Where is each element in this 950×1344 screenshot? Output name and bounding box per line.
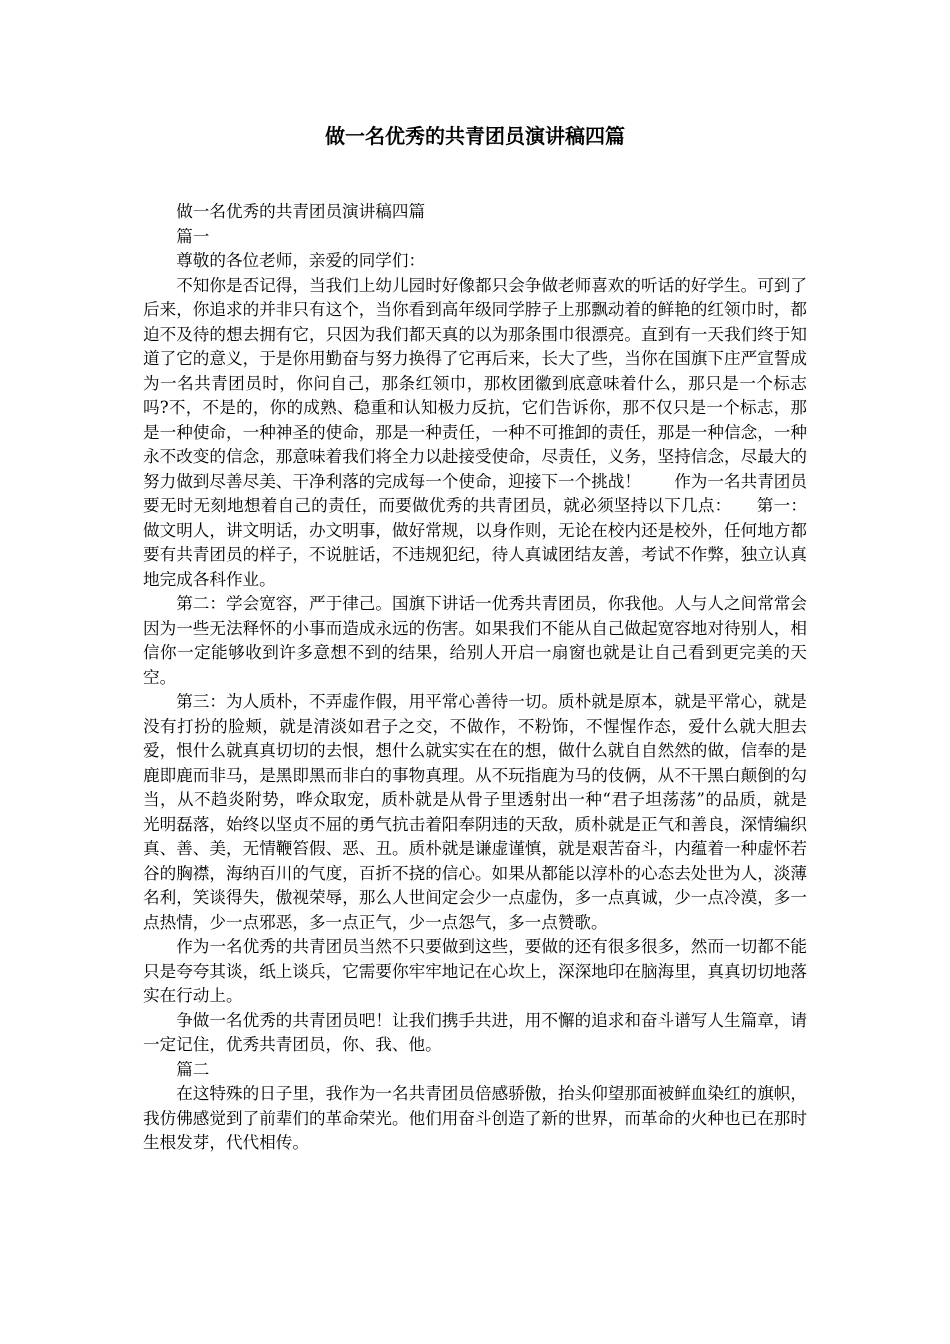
document-body: [143, 200, 807, 1156]
paragraph: 不知你是否记得，当我们上幼儿园时好像都只会争做老师喜欢的听话的好学生。可到了后来，你追求的并非只有这个，当你看到高年级同学脖子上那飘动着的鲜艳的红领巾时，都迫不及待的想去拥有它，只因为我们都天真的以为那条围巾很漂亮。直到有一天我们终于知道了它的意义，于是你用勤奋与努力换得了它再后来，长大了些，当你在国旗下庄严宣誓成为一名共青团员时，你问自己，那条红领巾，那枚团徽到底意味着什么，那只是一个标志吗?不，不是的，你的成熟、稳重和认知极力反抗，它们告诉你，那不仅只是一个标志，那是一种使命，一种神圣的使命，那是一种责任，一种不可推卸的责任，那是一种信念，一种永不改变的信念，那意味着我们将全力以赴接受使命，尽责任，义务，坚持信念，尽最大的努力做到尽善尽美、干净利落的完成每一个使命，迎接下一个挑战！ 作为一名共青团员要无时无刻地想着自己的责任，而要做优秀的共青团员，就必须坚持以下几点： 第一：做文明人，讲文明话，办文明事，做好常规，以身作则，无论在校内还是校外，任何地方都要有共青团员的样子，不说脏话，不违规犯纪，待人真诚团结友善，考试不作弊，独立认真地完成各科作业。: [143, 275, 807, 589]
paragraph: 篇一: [176, 226, 210, 246]
document-title: 做一名优秀的共青团员演讲稿四篇: [325, 124, 625, 148]
paragraph: 篇二: [176, 1059, 210, 1079]
paragraph: 尊敬的各位老师，亲爱的同学们：: [176, 251, 426, 270]
paragraph: 第三：为人质朴，不弄虚作假，用平常心善待一切。质朴就是原本，就是平常心，就是没有打扮的脸颊，就是清淡如君子之交，不做作，不粉饰，不惺惺作态，爱什么就大胆去爱，恨什么就真真切切的去恨，想什么就实实在在的想，做什么就自自然然的做，信奉的是鹿即鹿而非马，是黑即黑而非白的事物真理。从不玩指鹿为马的伎俩，从不干黑白颠倒的勾当，从不趋炎附势，哗众取宠，质朴就是从骨子里透射出一种“君子坦荡荡”的品质，就是光明磊落，始终以坚贞不屈的勇气抗击着阳奉阴违的天敌，质朴就是正气和善良，深情编织真、善、美，无情鞭笞假、恶、丑。质朴就是谦虚谨慎，就是艰苦奋斗，内蕴着一种虚怀若谷的胸襟，海纳百川的气度，百折不挠的信心。如果从都能以淳朴的心态去处世为人，淡薄名利，笑谈得失，傲视荣辱，那么人世间定会少一点虚伪，多一点真诚，少一点冷漠，多一点热情，少一点邪恶，多一点正气，少一点怨气，多一点赞歌。: [143, 692, 807, 932]
paragraph: 做一名优秀的共青团员演讲稿四篇: [176, 202, 426, 221]
paragraph: 第二：学会宽容，严于律己。国旗下讲话一优秀共青团员，你我他。人与人之间常常会因为一些无法释怀的小事而造成永远的伤害。如果我们不能从自己做起宽容地对待别人，相信你一定能够收到许多意想不到的结果，给别人开启一扇窗也就是让自己看到更完美的天空。: [143, 594, 807, 687]
paragraph: 作为一名优秀的共青团员当然不只要做到这些，要做的还有很多很多，然而一切都不能只是夸夸其谈，纸上谈兵，它需要你牢牢地记在心坎上，深深地印在脑海里，真真切切地落实在行动上。: [143, 937, 807, 1005]
paragraph: 争做一名优秀的共青团员吧！让我们携手共进，用不懈的追求和奋斗谱写人生篇章，请一定记住，优秀共青团员，你、我、他。: [143, 1010, 807, 1054]
paragraph: 在这特殊的日子里，我作为一名共青团员倍感骄傲，抬头仰望那面被鲜血染红的旗帜，我仿佛感觉到了前辈们的革命荣光。他们用奋斗创造了新的世界，而革命的火种也已在那时生根发芽，代代相传。: [143, 1084, 807, 1152]
